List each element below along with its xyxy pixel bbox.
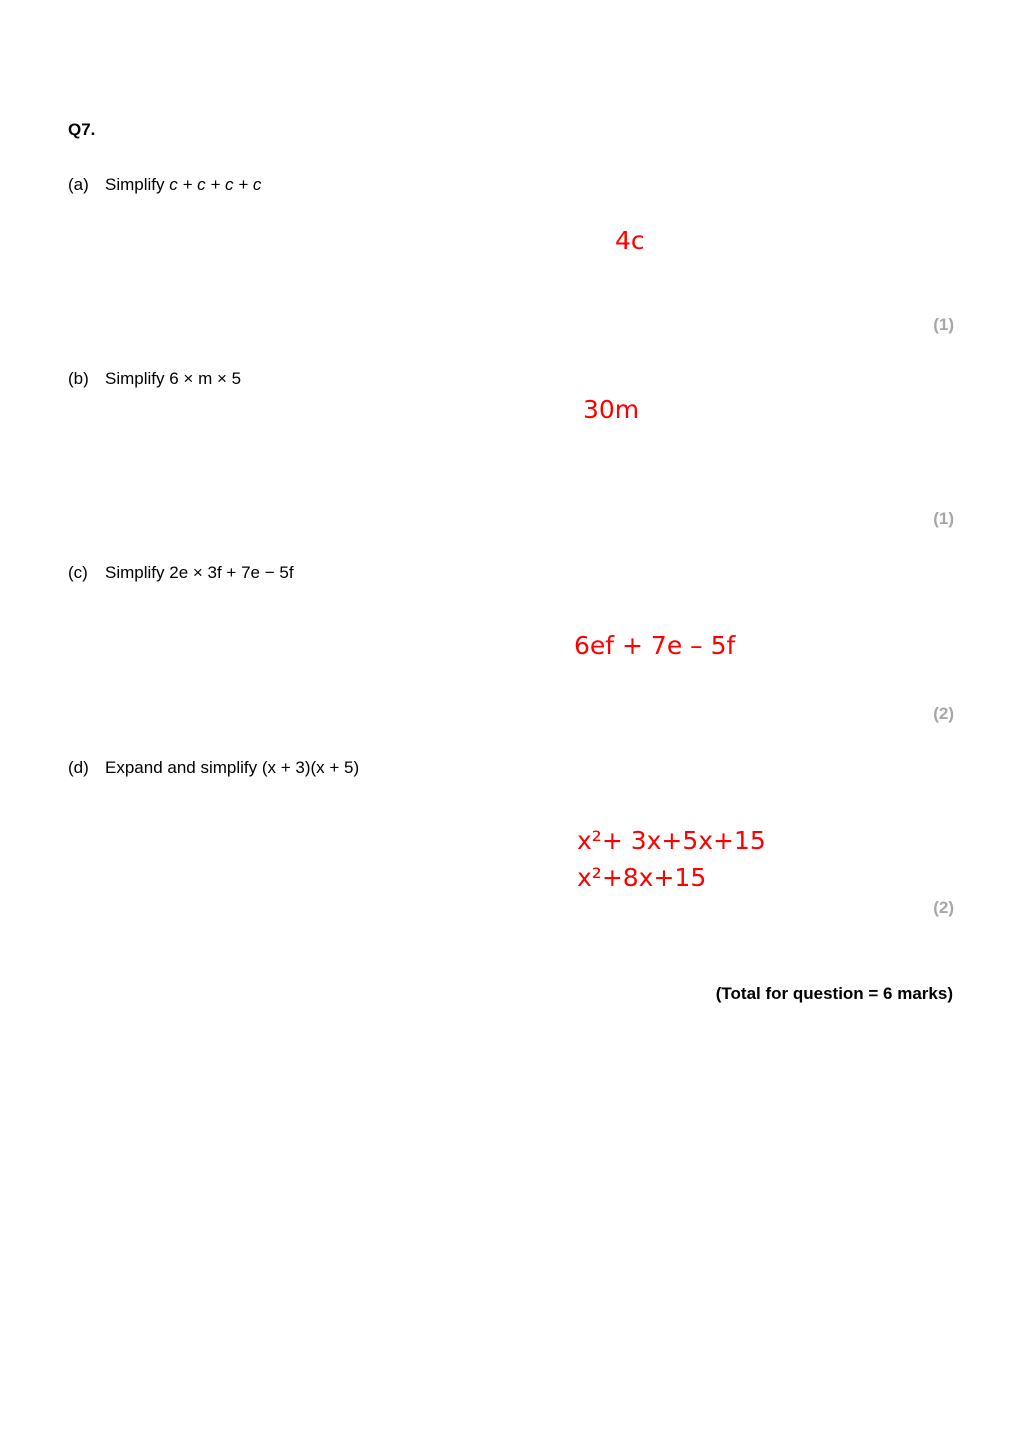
answer-line: 30m [583, 395, 640, 424]
part-prompt: Expand and simplify [105, 758, 258, 777]
handwritten-answer-b [583, 391, 639, 428]
marks-a: (1) [933, 315, 954, 334]
answer-line: x²+8x+15 [577, 863, 707, 892]
part-label: (c) [68, 563, 88, 582]
handwritten-answer-c [574, 627, 735, 664]
question-part-c [68, 563, 294, 583]
part-expression: 2e × 3f + 7e − 5f [169, 563, 294, 582]
marks-d: (2) [933, 898, 954, 917]
marks-b: (1) [933, 509, 954, 528]
question-part-a [68, 175, 261, 195]
part-prompt: Simplify [105, 369, 165, 388]
part-label: (a) [68, 175, 89, 194]
answer-line: 6ef + 7e – 5f [574, 631, 736, 660]
part-expression: (x + 3)(x + 5) [261, 758, 360, 777]
question-part-d [68, 758, 359, 778]
part-label: (d) [68, 758, 89, 777]
question-number: Q7. [68, 120, 96, 139]
part-expression: c + c + c + c [169, 175, 262, 194]
part-prompt: Simplify [105, 563, 165, 582]
marks-c: (2) [933, 704, 954, 723]
part-prompt: Simplify [105, 175, 165, 194]
part-expression: 6 × m × 5 [169, 369, 242, 388]
total-marks: (Total for question = 6 marks) [715, 984, 953, 1003]
handwritten-answer-d [577, 822, 766, 896]
part-label: (b) [68, 369, 89, 388]
answer-line: 4c [615, 226, 645, 255]
question-part-b [68, 369, 241, 389]
handwritten-answer-a [615, 222, 645, 259]
answer-line: x²+ 3x+5x+15 [577, 826, 766, 855]
